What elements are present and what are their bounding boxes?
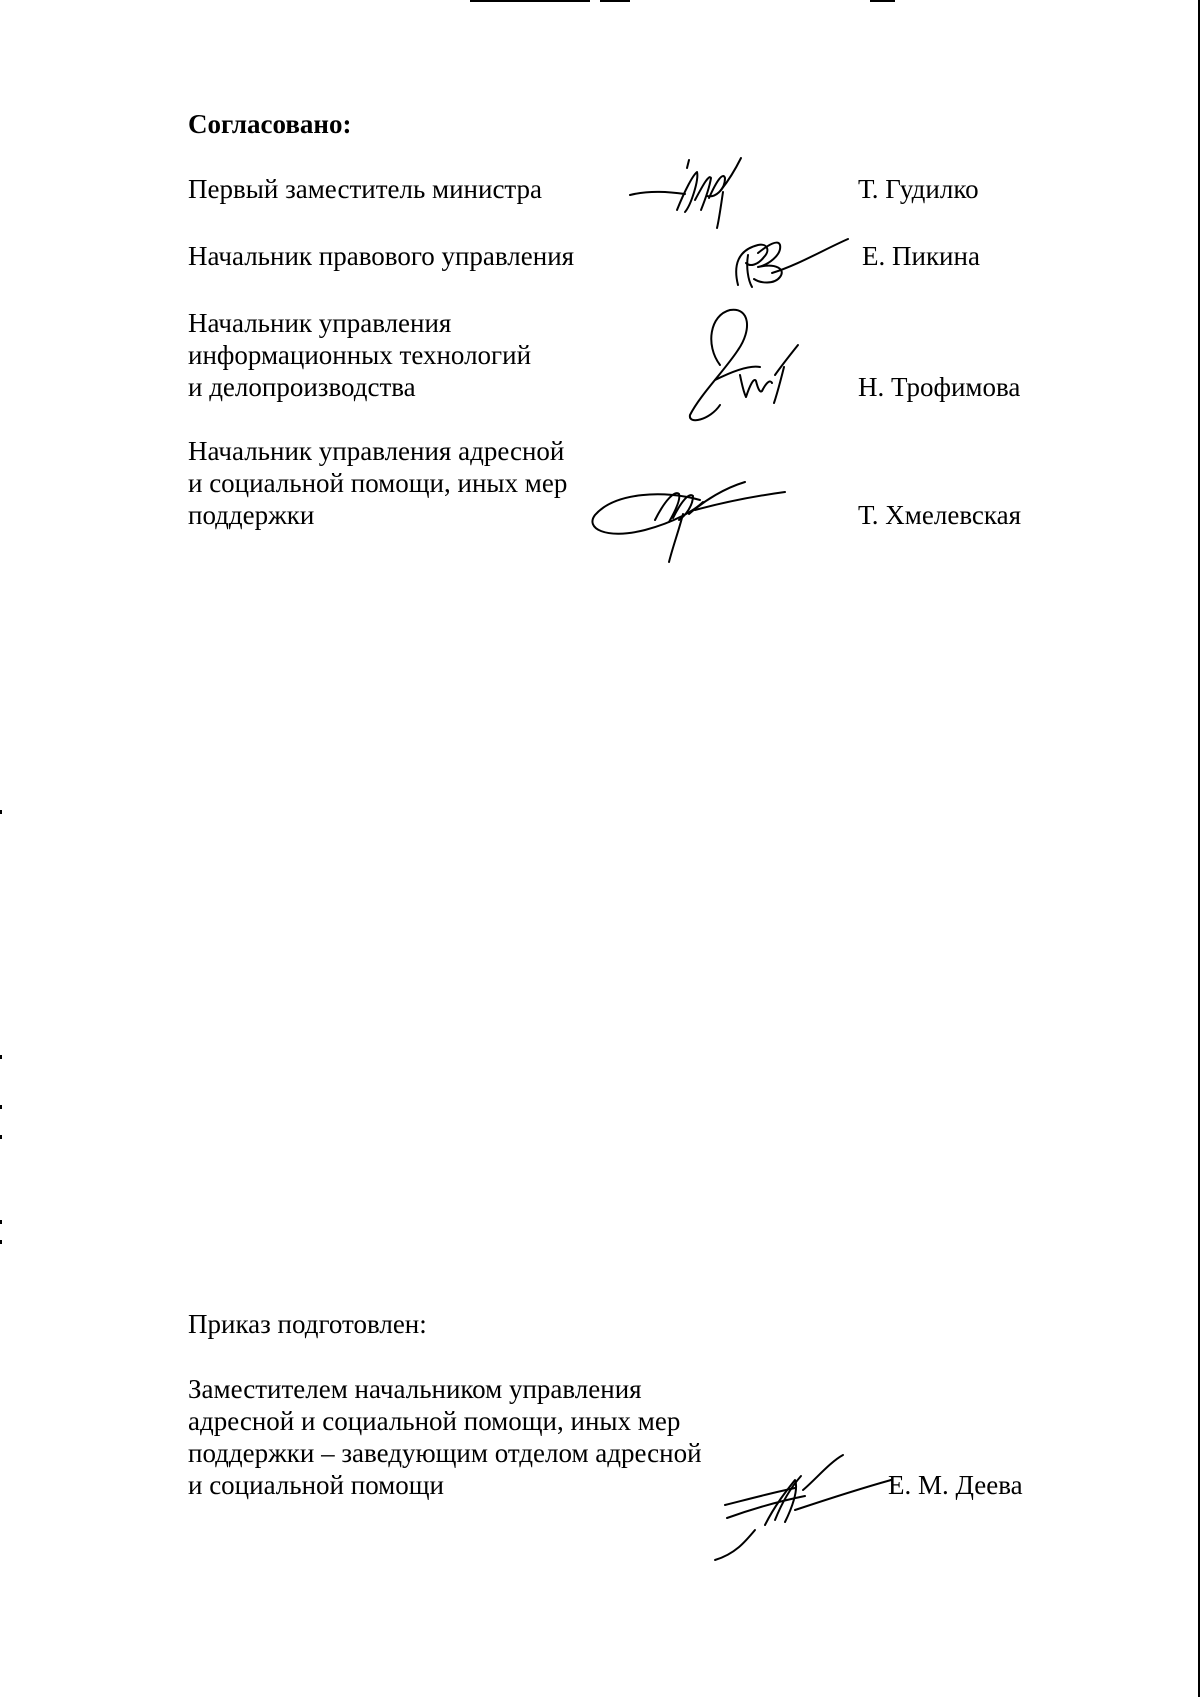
signature-khmelevskaya: [585, 470, 795, 570]
signatory-name: Е. Пикина: [862, 241, 980, 271]
signatory-position: Первый заместитель министра: [188, 174, 543, 204]
scan-edge-dot: [0, 1135, 2, 1139]
signatory-position: Начальник управления адресной: [188, 436, 565, 466]
signatory-name: Н. Трофимова: [858, 372, 1021, 402]
signatory-position: информационных технологий: [188, 340, 532, 370]
scan-edge-dot: [0, 810, 2, 814]
prepared-position: адресной и социальной помощи, иных мер: [188, 1406, 681, 1436]
signatory-name: Т. Гудилко: [858, 174, 979, 204]
scan-edge-dot: [0, 1220, 2, 1224]
approval-heading: Согласовано:: [188, 109, 352, 139]
scan-edge-dot: [0, 1055, 2, 1059]
signatory-position: Начальник управления: [188, 308, 452, 338]
prepared-position: и социальной помощи: [188, 1470, 444, 1500]
signatory-name: Т. Хмелевская: [858, 500, 1022, 530]
signature-trofimova: [680, 305, 810, 430]
signatory-position: поддержки: [188, 500, 315, 530]
prepared-position: Заместителем начальником управления: [188, 1374, 642, 1404]
scan-edge-dot: [0, 1105, 2, 1109]
prepared-name: Е. М. Деева: [888, 1470, 1023, 1500]
signatory-position: Начальник правового управления: [188, 241, 575, 271]
signatory-position: и социальной помощи, иных мер: [188, 468, 568, 498]
prepared-heading: Приказ подготовлен:: [188, 1309, 427, 1339]
scan-top-marks: [0, 0, 1200, 6]
prepared-position: поддержки – заведующим отделом адресной: [188, 1438, 702, 1468]
signature-deeva: [705, 1450, 905, 1565]
signatory-position: и делопроизводства: [188, 372, 416, 402]
scan-edge-dot: [0, 1240, 2, 1244]
signature-pikina: [728, 225, 858, 295]
